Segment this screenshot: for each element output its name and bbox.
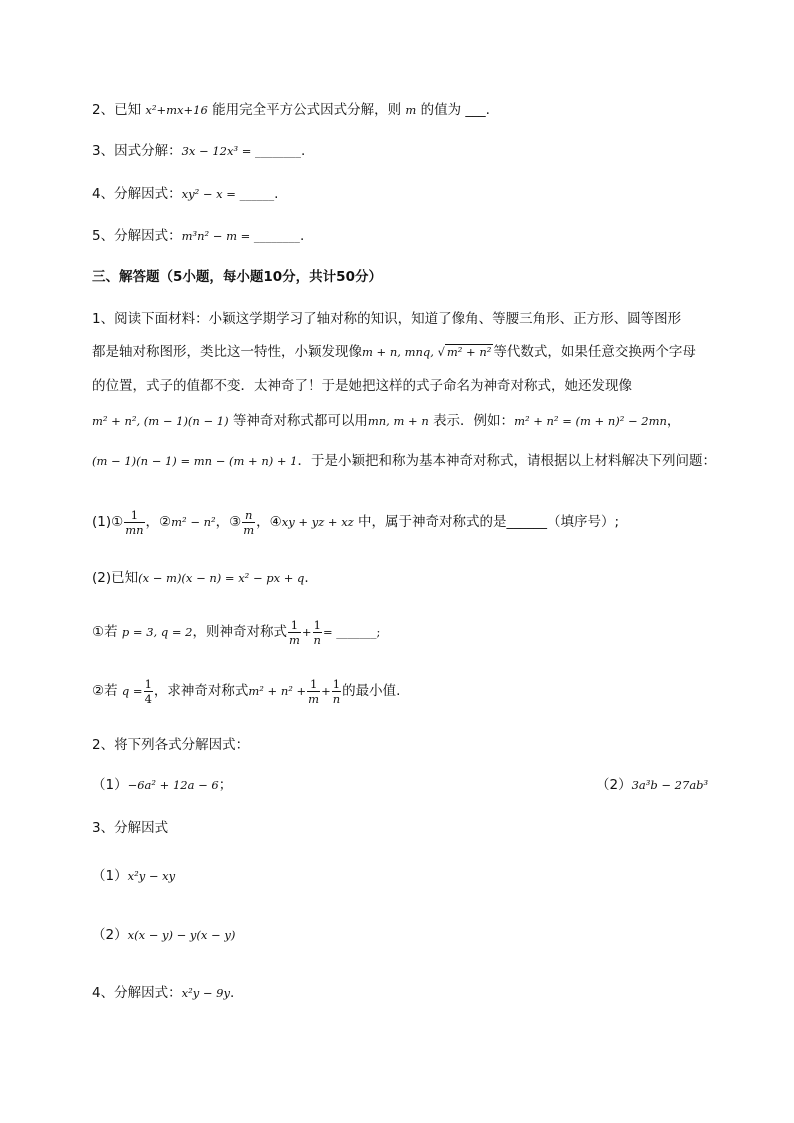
fraction-1-over-n <box>332 677 341 706</box>
p2-a-expression: −6a² + 12a − 6 <box>127 778 219 792</box>
p3-b-label: （2） <box>92 927 128 943</box>
s1-sep-1: ，② <box>145 514 172 530</box>
question-5 <box>92 226 304 246</box>
p1-sub-1 <box>92 507 619 537</box>
p1-line2-tail: 等代数式，如果任意交换两个字母 <box>493 344 696 360</box>
sqrt-expression: √ m² + n² <box>437 345 492 359</box>
p4-tail: . <box>229 985 235 1001</box>
p1-sub-2b <box>92 676 400 706</box>
q2-variable: m <box>405 103 417 117</box>
s2b-tail: 的最小值. <box>342 683 401 699</box>
p2-title: 2、将下列各式分解因式： <box>92 737 250 753</box>
s1-sep-2: ，③ <box>215 514 242 530</box>
fraction-numerator: 1 <box>144 676 152 691</box>
s2a-text: ，则神奇对称式 <box>192 624 287 640</box>
p3-b-expression: x(x − y) − y(x − y) <box>127 928 236 942</box>
plus-sign: + <box>321 684 331 698</box>
plus-sign: + <box>301 625 312 639</box>
fraction-denominator: 4 <box>144 691 152 706</box>
s2a-tail: = _______; <box>322 625 381 639</box>
p2-b-label: （2） <box>596 777 632 793</box>
p3-a-label: （1） <box>92 868 128 884</box>
s1-tail: 中，属于神奇对称式的是______（填序号）; <box>358 514 620 530</box>
q5-tail: . <box>299 228 305 244</box>
p2-a-tail: ； <box>218 777 233 793</box>
p2-part-a <box>92 775 232 795</box>
p1-line4-expression: m² + n², (m − 1)(n − 1) <box>92 414 229 428</box>
p2-b-expression: 3a³b − 27ab³ <box>631 778 709 792</box>
p1-line-5 <box>92 451 716 471</box>
p4-expression: x²y − 9y <box>181 986 230 1000</box>
p1-line4-tail: ， <box>666 413 681 429</box>
fraction-denominator: m <box>288 632 300 647</box>
p1-line4-text-2: 表示．例如： <box>433 413 515 429</box>
p1-line5-text: ．于是小颖把和称为基本神奇对称式，请根据以上材料解决下列问题： <box>297 453 716 469</box>
q5-prefix: 5、分解因式： <box>92 228 182 244</box>
s2b-condition: q = <box>121 684 143 698</box>
fraction-1-over-n <box>313 618 322 647</box>
p1-sub-2a <box>92 617 380 647</box>
s2b-text: ，求神奇对称式 <box>153 683 249 699</box>
fraction-denominator: n <box>313 632 321 647</box>
fraction-denominator: n <box>332 691 341 706</box>
fraction-numerator: 1 <box>130 507 139 522</box>
p1-line2-text: 都是轴对称图形，类比这一特性，小颖发现像 <box>92 344 362 360</box>
section-heading: 三、解答题（5小题，每小题10分，共计50分） <box>92 269 382 285</box>
fraction-numerator: 1 <box>309 676 318 691</box>
p1-line5-expression: (m − 1)(n − 1) = mn − (m + n) + 1 <box>92 454 298 468</box>
q2-expression: x²+mx+16 <box>145 103 208 117</box>
q4-prefix: 4、分解因式： <box>92 186 182 202</box>
s1-expression-4: xy + yz + xz <box>281 515 354 529</box>
q3-tail: . <box>301 143 306 159</box>
s2-tail: . <box>304 570 309 586</box>
q5-expression: m³n² − m = ________ <box>181 229 300 243</box>
p2-a-label: （1） <box>92 777 128 793</box>
fraction-denominator: mn <box>125 522 144 537</box>
fraction-numerator: 1 <box>290 617 299 632</box>
question-3 <box>92 141 305 161</box>
p1-line2-expression: m + n, mnq, <box>362 345 438 359</box>
q3-prefix: 3、因式分解： <box>92 143 182 159</box>
question-4 <box>92 184 278 204</box>
sqrt-radicand: m² + n² <box>446 345 492 359</box>
p1-sub-2 <box>92 568 309 588</box>
s2-prefix: (2)已知 <box>92 570 139 586</box>
p1-line4-expression-3: m² + n² = (m + n)² − 2mn <box>514 414 667 428</box>
fraction-numerator: n <box>244 507 253 522</box>
q4-tail: . <box>274 186 279 202</box>
p3-a-expression: x²y − xy <box>127 869 176 883</box>
fraction-numerator: 1 <box>332 676 341 691</box>
p1-line-3: 的位置，式子的值都不变．太神奇了！于是她把这样的式子命名为神奇对称式，她还发现像 <box>92 378 632 394</box>
p3-title: 3、分解因式 <box>92 820 169 836</box>
s2a-prefix: ①若 <box>92 624 122 640</box>
fraction-1-over-4 <box>144 677 153 706</box>
p3-part-a <box>92 866 175 886</box>
fraction-1-over-m <box>288 618 301 647</box>
s1-prefix: (1)① <box>92 514 124 530</box>
q2-text: 能用完全平方公式因式分解，则 <box>207 102 406 118</box>
q4-expression: xy² − x = ______ <box>181 187 275 201</box>
s1-expression-2: m² − n² <box>171 515 216 529</box>
p2-part-b <box>596 775 708 795</box>
s1-sep-3: ，④ <box>256 514 282 530</box>
s2-expression: (x − m)(x − n) = x² − px + q <box>138 571 305 585</box>
fraction-1-over-mn <box>124 508 144 537</box>
p1-line-2 <box>92 342 696 362</box>
fraction-n-over-m <box>242 508 255 537</box>
q2-number: 2、已知 <box>92 102 146 118</box>
question-2 <box>92 100 490 120</box>
fraction-denominator: m <box>308 691 320 706</box>
p1-line-1: 1、阅读下面材料：小颖这学期学习了轴对称的知识，知道了像角、等腰三角形、正方形、圆等图形 <box>92 311 682 327</box>
p3-part-b <box>92 925 235 945</box>
s2b-prefix: ②若 <box>92 683 122 699</box>
fraction-denominator: m <box>243 522 255 537</box>
p4-prefix: 4、分解因式： <box>92 985 182 1001</box>
p1-line4-expression-2: mn, m + n <box>367 414 429 428</box>
fraction-numerator: 1 <box>313 617 321 632</box>
q2-tail: 的值为 ___. <box>416 102 490 118</box>
p1-line-4 <box>92 411 680 431</box>
q3-expression: 3x − 12x³ = ________ <box>181 144 302 158</box>
fraction-1-over-m <box>307 677 320 706</box>
p1-line4-text: 等神奇对称式都可以用 <box>232 413 368 429</box>
s2b-expression: m² + n² + <box>248 684 307 698</box>
s2a-condition: p = 3, q = 2 <box>121 625 193 639</box>
p4-line <box>92 983 234 1003</box>
